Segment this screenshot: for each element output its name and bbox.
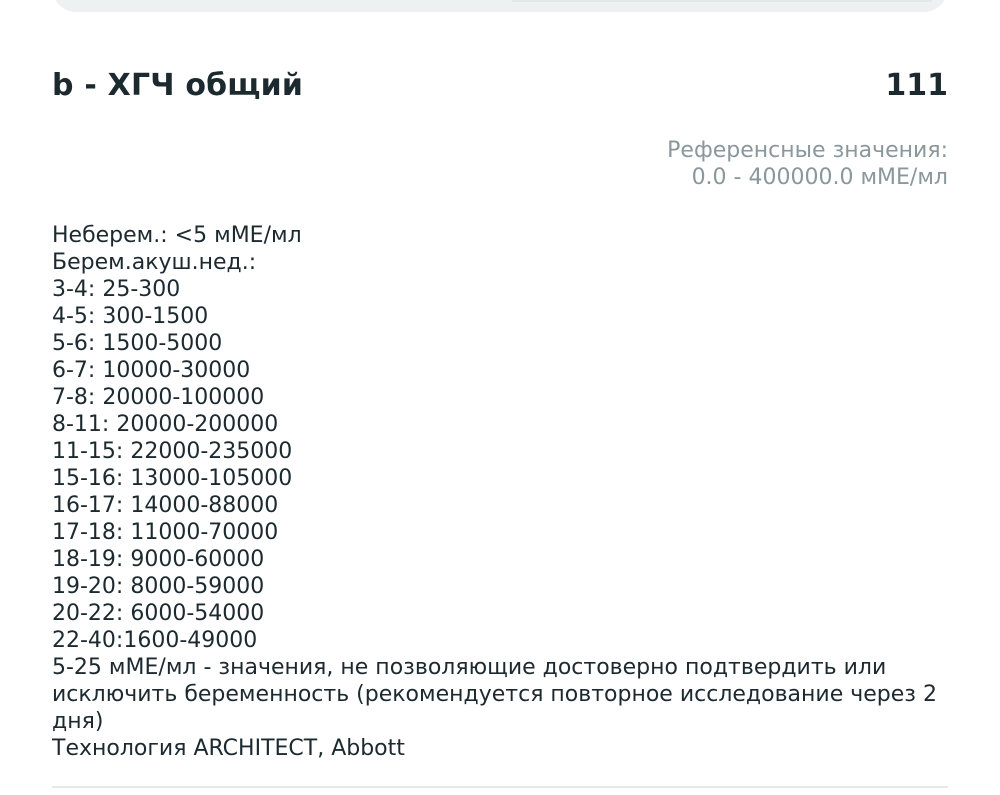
reference-values [667,137,948,191]
card-divider [512,0,932,2]
comment-line: 4-5: 300-1500 [52,304,209,329]
comment-line: 19-20: 8000-59000 [52,574,265,599]
test-comment [52,222,957,762]
comment-line: 8-11: 20000-200000 [52,412,279,437]
reference-label: Референсные значения: [667,138,948,163]
comment-line: 7-8: 20000-100000 [52,385,265,410]
test-name: b - ХГЧ общий [52,68,304,103]
comment-line: 18-19: 9000-60000 [52,547,265,572]
comment-line: 16-17: 14000-88000 [52,493,279,518]
comment-line: Технология ARCHITECT, Abbott [52,736,405,761]
comment-line: 22-40:1600-49000 [52,628,258,653]
section-divider [52,786,948,788]
comment-line: 11-15: 22000-235000 [52,439,293,464]
comment-line: 5-6: 1500-5000 [52,331,223,356]
comment-line: Неберем.: <5 мМЕ/мл [52,223,302,248]
comment-line: Берем.акуш.нед.: [52,250,257,275]
comment-line: 20-22: 6000-54000 [52,601,265,626]
test-result-value: 111 [885,68,948,103]
previous-result-card [52,0,948,12]
comment-line: 6-7: 10000-30000 [52,358,251,383]
comment-line: 3-4: 25-300 [52,277,181,302]
reference-range: 0.0 - 400000.0 мМЕ/мл [691,165,948,190]
comment-line: 17-18: 11000-70000 [52,520,279,545]
comment-line: 15-16: 13000-105000 [52,466,293,491]
comment-line: 5-25 мМЕ/мл - значения, не позволяющие достоверно подтвердить или исключить беременность (рекомендуется повторное исследование через 2 дня) [52,655,937,734]
